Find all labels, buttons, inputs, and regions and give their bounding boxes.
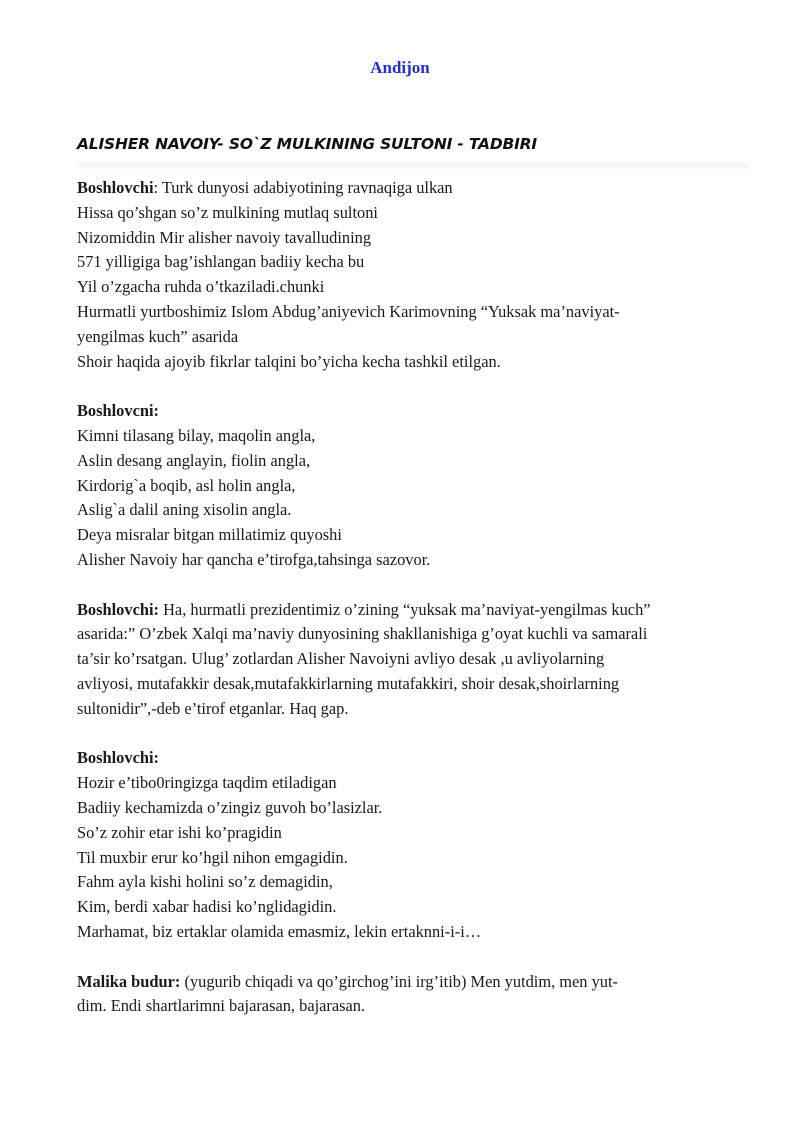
paragraph-line: Kimni tilasang bilay, maqolin angla, [77,425,316,445]
paragraph-quote [77,598,737,722]
paragraph-line: Marhamat, biz ertaklar olamida emasmiz, lekin ertaknni-i-i… [77,921,482,941]
speaker-suffix: : [153,178,162,197]
paragraph-poem-2 [77,746,737,944]
line-text: Ha, hurmatli prezidentimiz o’zining “yuksak ma’naviyat-yengilmas kuch” [158,599,651,619]
line-text: (yugurib chiqadi va qo’girchog’ini irg’itib) Men yutdim, men yut- [180,971,618,991]
paragraph-line: Nizomiddin Mir alisher navoiy tavalludining [77,227,372,247]
title-divider [77,163,749,169]
speaker-label: Boshlovchi: [77,599,159,619]
paragraph-line [77,598,737,623]
paragraph-line: Kim, berdi xabar hadisi ko’nglidagidin. [77,897,337,917]
paragraph-line: Hozir e’tibo0ringizga taqdim etiladigan [77,773,337,793]
speaker-label: Boshlovchi [77,178,154,197]
paragraph-line: Aslin desang anglayin, fiolin angla, [77,450,311,470]
paragraph-line [77,970,737,995]
paragraph-line: Alisher Navoiy har qancha e’tirofga,tahsinga sazovor. [77,549,431,569]
paragraph-line: Fahm ayla kishi holini so’z demagidin, [77,872,333,892]
paragraph-line: Kirdorig`a boqib, asl holin angla, [77,475,296,495]
paragraph-line: So’z zohir etar ishi ko’pragidin [77,822,282,842]
paragraph-line: dim. Endi shartlarimni bajarasan, bajarasan. [77,996,366,1016]
document-body [77,176,737,1044]
paragraph-line: Aslig`a dalil aning xisolin angla. [77,500,292,520]
paragraph-poem-1 [77,399,737,573]
speaker-label: Boshlovchi: [77,748,159,768]
paragraph-line: 571 yilligiga bag’ishlangan badiiy kecha bu [77,252,365,272]
paragraph-line: Hurmatli yurtboshimiz Islom Abdug’aniyevich Karimovning “Yuksak ma’naviyat- [77,301,620,321]
paragraph-line [77,176,737,201]
paragraph-line: Yil o’zgacha ruhda o’tkaziladi.chunki [77,277,325,297]
paragraph-line: Til muxbir erur ko’hgil nihon emgagidin. [77,847,348,867]
paragraph-line: sultonidir”,-deb e’tirof etganlar. Haq gap. [77,698,349,718]
paragraph-line: Shoir haqida ajoyib fikrlar talqini bo’yicha kecha tashkil etilgan. [77,351,501,371]
paragraph-line: Deya misralar bitgan millatimiz quyoshi [77,525,342,545]
paragraph-malika [77,970,737,1020]
speaker-label: Boshlovcni: [77,401,159,421]
paragraph-line: asarida:” O’zbek Xalqi ma’naviy dunyosining shakllanishiga g’oyat kuchli va samarali [77,624,648,644]
paragraph-line: avliyosi, mutafakkir desak,mutafakkirlarning mutafakkiri, shoir desak,shoirlarning [77,673,620,693]
speaker-label: Malika budur: [77,971,181,991]
page-header-city: Andijon [370,58,430,77]
document-title: ALISHER NAVOIY- SO`Z MULKINING SULTONI - TADBIRI [77,135,537,153]
paragraph-line: yengilmas kuch” asarida [77,326,239,346]
paragraph-intro [77,176,737,374]
paragraph-line: Badiiy kechamizda o’zingiz guvoh bo’lasizlar. [77,797,383,817]
line-text: Turk dunyosi adabiyotining ravnaqiga ulkan [161,178,453,197]
paragraph-line: Hissa qo’shgan so’z mulkining mutlaq sultoni [77,202,378,222]
paragraph-line: ta’sir ko’rsatgan. Ulug’ zotlardan Alisher Navoiyni avliyo desak ,u avliyolarning [77,649,605,669]
